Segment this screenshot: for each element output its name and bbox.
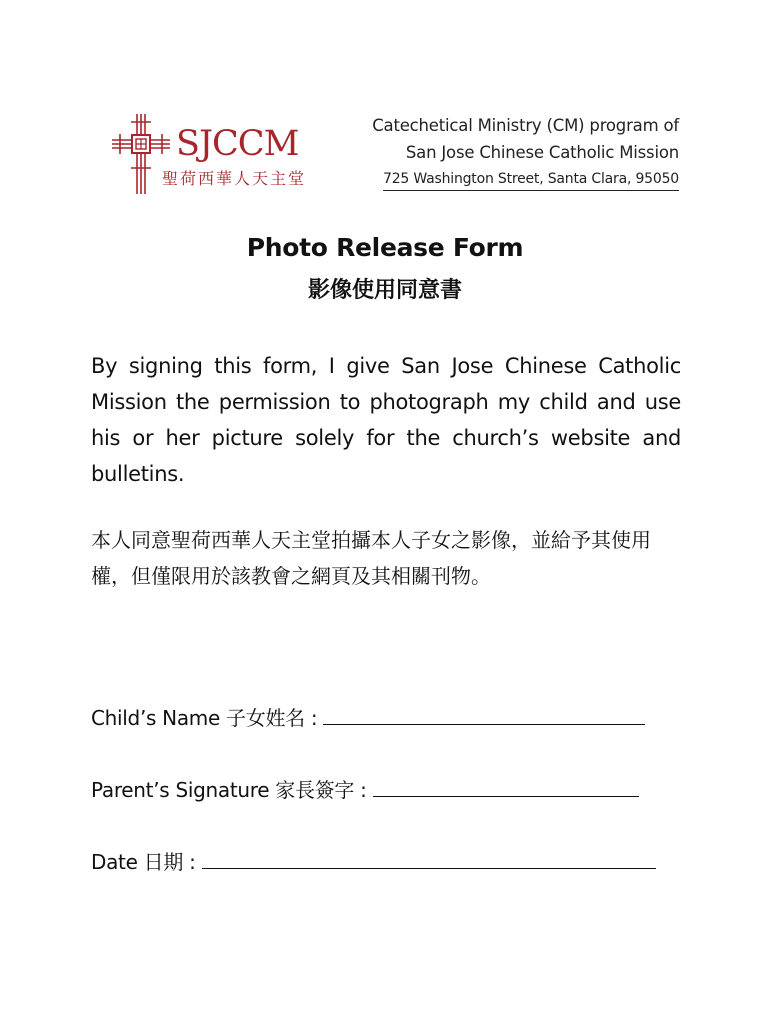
form-title-chinese: 影像使用同意書 [307,278,462,303]
header-program-line: Catechetical Ministry (CM) program of [372,116,679,135]
parent-signature-label: Parent’s Signature 家長簽字 : [91,778,367,802]
child-name-label: Child’s Name 子女姓名 : [91,706,318,730]
child-name-input-line[interactable] [323,702,645,725]
parent-signature-field [91,774,639,805]
logo-chinese-name: 聖荷西華人天主堂 [162,169,307,188]
child-name-field [91,702,645,733]
header-address: 725 Washington Street, Santa Clara, 95050 [383,168,679,191]
form-title: Photo Release Form [246,233,524,262]
parent-signature-input-line[interactable] [373,774,639,797]
sjccm-logo [110,112,315,198]
logo-wordmark: SJCCM [176,124,299,164]
header-mission-line: San Jose Chinese Catholic Mission [405,143,679,162]
date-input-line[interactable] [202,846,656,869]
date-label: Date 日期 : [91,850,196,874]
date-field [91,846,656,877]
consent-statement-english: By signing this form, I give San Jose Chinese Catholic Mission the permission to photograph my child and use his or her picture solely for the church’s website and bulletins. [91,354,681,486]
consent-statement-chinese: 本人同意聖荷西華人天主堂拍攝本人子女之影像，並給予其使用權，但僅限用於該教會之網頁及其相關刊物。 [91,528,651,588]
header-info [372,112,679,191]
